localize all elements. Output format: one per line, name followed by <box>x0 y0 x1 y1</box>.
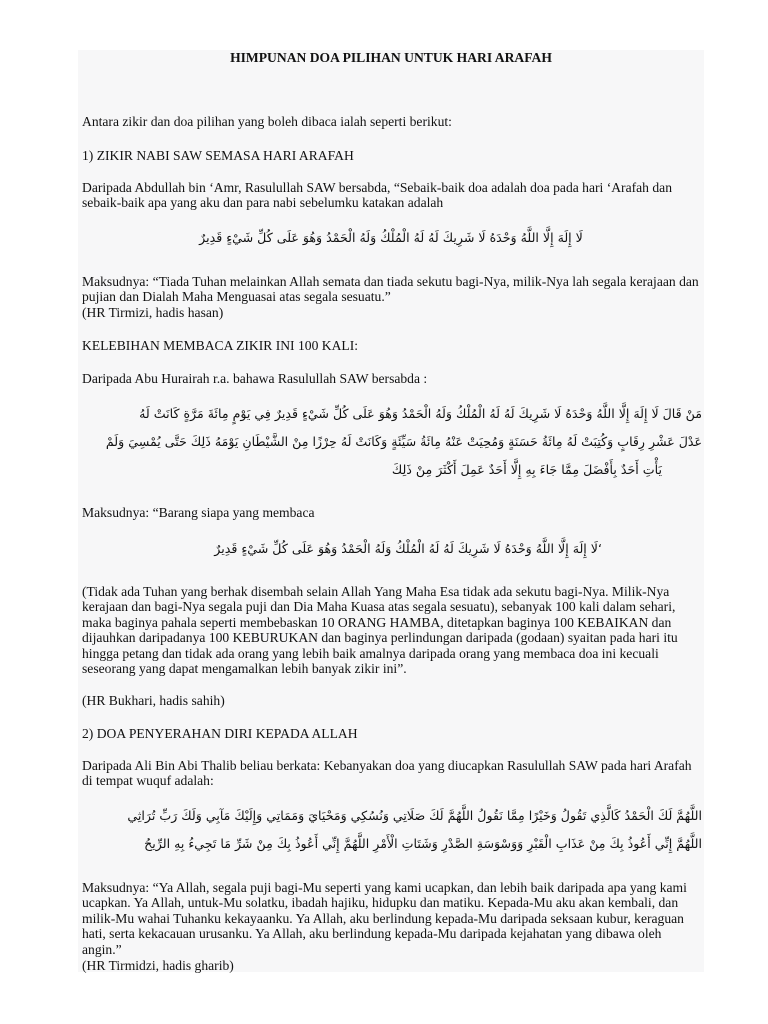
virtue-source: (HR Bukhari, hadis sahih) <box>82 693 225 708</box>
virtue-arabic-line: يَأْتِ أَحَدٌ بِأَفْضَلَ مِمَّا جَاءَ بِهِ إِلَّا أَحَدٌ عَمِلَ أَكْثَرَ مِنْ ذَلِكَ <box>391 462 662 477</box>
section2-arabic-line: اللَّهُمَّ إِنِّي أَعُوذُ بِكَ مِنْ عَذَابِ الْقَبْرِ وَوَسْوَسَةِ الصَّدْرِ وَشَتَاتِ الْأَمْرِ اللَّهُمَّ إِنِّي أَعُوذُ بِكَ مِنْ شَرِّ مَا تَجِيءُ بِهِ الرِّيحُ <box>144 836 702 851</box>
virtue-heading: KELEBIHAN MEMBACA ZIKIR INI 100 KALI: <box>82 338 359 353</box>
section2-arabic-line: اللَّهُمَّ لَكَ الْحَمْدُ كَالَّذِي تَقُولُ وَخَيْرًا مِمَّا نَقُولُ اللَّهُمَّ لَكَ صَلَاتِي وَنُسُكِي وَمَحْيَايَ وَمَمَاتِي وَإِلَيْكَ مَآبِي وَلَكَ رَبِّ تُرَاثِي <box>127 808 702 823</box>
virtue-arabic-text <box>80 400 702 484</box>
section1-meaning: Maksudnya: “Tiada Tuhan melainkan Allah semata dan tiada sekutu bagi-Nya, milik-Nya lah segala kerajaan dan pujian dan Dialah Maha Menguasai atas segala sesuatu.” <box>82 274 699 305</box>
section1-arabic-text: لَا إِلَهَ إِلَّا اللَّهُ وَحْدَهُ لَا شَرِيكَ لَهُ لَهُ الْمُلْكُ وَلَهُ الْحَمْدُ وَهُوَ عَلَى كُلِّ شَيْءٍ قَدِيرٌ <box>199 230 583 245</box>
virtue-arabic-repeat: ‘لَا إِلَهَ إِلَّا اللَّهُ وَحْدَهُ لَا شَرِيكَ لَهُ لَهُ الْمُلْكُ وَلَهُ الْحَمْدُ وَهُوَ عَلَى كُلِّ شَيْءٍ قَدِيرٌ <box>214 541 602 556</box>
section1-heading: 1) ZIKIR NABI SAW SEMASA HARI ARAFAH <box>82 148 354 163</box>
virtue-meaning: (Tidak ada Tuhan yang berhak disembah selain Allah Yang Maha Esa tidak ada sekutu bagi-Nya. Milik-Nya kerajaan dan bagi-Nya segala puji dan Dia Maha Kuasa atas segala sesuatu), sebanyak 100 kali dalam sehari, maka baginya pahala seperti membebaskan 10 ORANG HAMBA, ditetapkan baginya 100 KEBAIKAN dan dijauhkan daripadanya 100 KEBURUKAN dan baginya perlindungan daripada (godaan) syaitan pada hari itu hingga petang dan tidak ada orang yang lebih baik amalnya daripada orang yang membaca doa ini kecuali seseorang yang dapat mengamalkan lebih banyak zikir ini”. <box>82 584 678 677</box>
section1-source: (HR Tirmizi, hadis hasan) <box>82 305 224 320</box>
document-title: HIMPUNAN DOA PILIHAN UNTUK HARI ARAFAH <box>230 50 552 65</box>
section2-narration: Daripada Ali Bin Abi Thalib beliau berkata: Kebanyakan doa yang diucapkan Rasulullah SAW pada hari Arafah di tempat wuquf adalah: <box>82 758 692 789</box>
virtue-arabic-line: مَنْ قَالَ لَا إِلَهَ إِلَّا اللَّهُ وَحْدَهُ لَا شَرِيكَ لَهُ لَهُ الْمُلْكُ وَلَهُ الْحَمْدُ وَهُوَ عَلَى كُلِّ شَيْءٍ قَدِيرٌ فِي يَوْمٍ مِائَةَ مَرَّةٍ كَانَتْ لَهُ <box>139 406 702 421</box>
section2-meaning: Maksudnya: “Ya Allah, segala puji bagi-Mu seperti yang kami ucapkan, dan lebih baik daripada apa yang kami ucapkan. Ya Allah, untuk-Mu solatku, ibadah hajiku, hidupku dan matiku. Kepada-Mu aku akan kembali, dan milik-Mu wahai Tuhanku kekayaanku. Ya Allah, aku berlindung kepada-Mu daripada seksaan kubur, keraguan hati, serta kekacauan urusanku. Ya Allah, aku berlindung kepada-Mu daripada kejahatan yang dibawa oleh angin.” <box>82 880 687 957</box>
virtue-narration: Daripada Abu Hurairah r.a. bahawa Rasulullah SAW bersabda : <box>82 371 428 386</box>
section2-heading: 2) DOA PENYERAHAN DIRI KEPADA ALLAH <box>82 726 358 741</box>
virtue-meaning-intro: Maksudnya: “Barang siapa yang membaca <box>82 505 315 520</box>
section2-source: (HR Tirmidzi, hadis gharib) <box>82 958 234 973</box>
document-page <box>78 50 704 972</box>
intro-text: Antara zikir dan doa pilihan yang boleh dibaca ialah seperti berikut: <box>82 114 452 129</box>
section1-narration: Daripada Abdullah bin ‘Amr, Rasulullah SAW bersabda, “Sebaik-baik doa adalah doa pada hari ‘Arafah dan sebaik-baik apa yang aku dan para nabi sebelumku katakan adalah <box>82 180 672 211</box>
virtue-arabic-line: عَدْلَ عَشْرِ رِقَابٍ وَكُتِبَتْ لَهُ مِائَةُ حَسَنَةٍ وَمُحِيَتْ عَنْهُ مِائَةُ سَيِّئَةٍ وَكَانَتْ لَهُ حِرْزًا مِنْ الشَّيْطَانِ يَوْمَهُ ذَلِكَ حَتَّى يُمْسِيَ وَلَمْ <box>105 434 702 449</box>
section2-arabic-text <box>80 802 702 858</box>
